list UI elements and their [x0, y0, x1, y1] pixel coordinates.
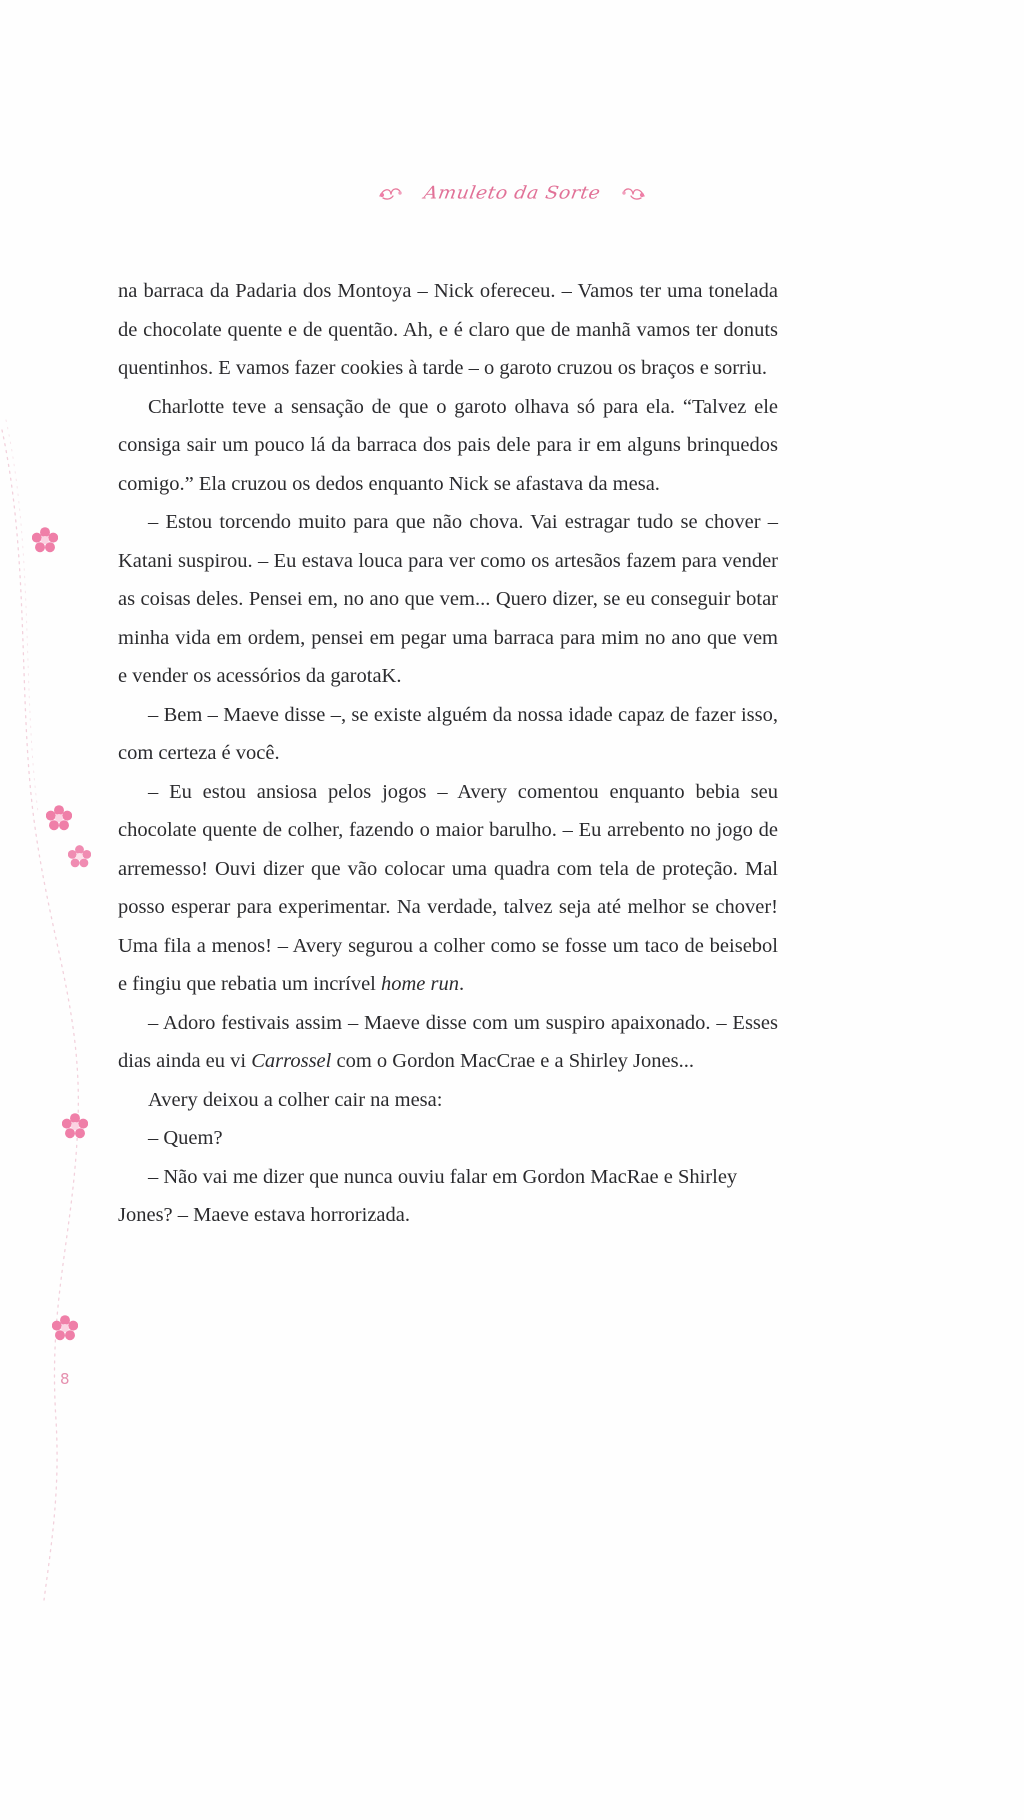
flower-ornament-3 [68, 845, 91, 868]
paragraph-5-text-after: . [459, 973, 465, 995]
paragraph-5 [118, 773, 778, 1004]
flower-ornament-5 [52, 1315, 78, 1341]
paragraph-6 [118, 1004, 778, 1081]
dotted-vine-icon [0, 0, 130, 1820]
paragraph-5-text-before: – Eu estou ansiosa pelos jogos – Avery comentou enquanto bebia seu chocolate quente de colher, fazendo o maior barulho. – Eu arrebento no jogo de arremesso! Ouvi dizer que vão colocar uma quadra com tela de proteção. Mal posso esperar para experimentar. Na verdade, talvez seja até melhor se chover! Uma fila a menos! – Avery segurou a colher como se fosse um taco de beisebol e fingiu que rebatia um incrível [118, 780, 778, 995]
paragraph-4: – Bem – Maeve disse –, se existe alguém da nossa idade capaz de fazer isso, com certeza é você. [118, 703, 778, 764]
margin-decoration [0, 0, 130, 1820]
running-header [0, 182, 1024, 204]
paragraph-6-italic-title: Carrossel [251, 1050, 332, 1072]
paragraph-1: na barraca da Padaria dos Montoya – Nick ofereceu. – Vamos ter uma tonelada de chocolate quente e de quentão. Ah, e é claro que de manhã vamos ter donuts quentinhos. E vamos fazer cookies à tarde – o garoto cruzou os braços e sorriu. [118, 280, 778, 379]
paragraph-7: Avery deixou a colher cair na mesa: [148, 1088, 443, 1111]
paragraph-5-italic-phrase: home run [381, 973, 460, 995]
body-text-column [118, 272, 778, 1235]
paragraph-9: – Não vai me dizer que nunca ouviu falar em Gordon MacRae e Shirley Jones? – Maeve estava horrorizada. [118, 1165, 738, 1226]
floral-flourish-right-icon [620, 184, 646, 202]
paragraph-6-text-before: – Adoro festivais assim – Maeve disse com um suspiro apaixonado. – Esses dias ainda eu vi [118, 1011, 778, 1072]
flower-ornament-2 [46, 805, 72, 831]
paragraph-6-text-after: com o Gordon MacCrae e a Shirley Jones... [331, 1050, 694, 1072]
flower-ornament-1 [32, 527, 58, 553]
page-number: 8 [60, 1370, 71, 1388]
book-title: Amuleto da Sorte [422, 182, 602, 204]
paragraph-3: – Estou torcendo muito para que não chova. Vai estragar tudo se chover – Katani suspirou. – Eu estava louca para ver como os artesãos fazem para vender as coisas deles. Pensei em, no ano que vem... Quero dizer, se eu conseguir botar minha vida em ordem, pensei em pegar uma barraca para mim no ano que vem e vender os acessórios da garotaK. [118, 511, 778, 687]
paragraph-8: – Quem? [148, 1127, 223, 1149]
floral-flourish-left-icon [378, 184, 404, 202]
flower-ornament-4 [62, 1113, 88, 1139]
paragraph-2: Charlotte teve a sensação de que o garoto olhava só para ela. “Talvez ele consiga sair um pouco lá da barraca dos pais dele para ir em alguns brinquedos comigo.” Ela cruzou os dedos enquanto Nick se afastava da mesa. [118, 395, 778, 495]
